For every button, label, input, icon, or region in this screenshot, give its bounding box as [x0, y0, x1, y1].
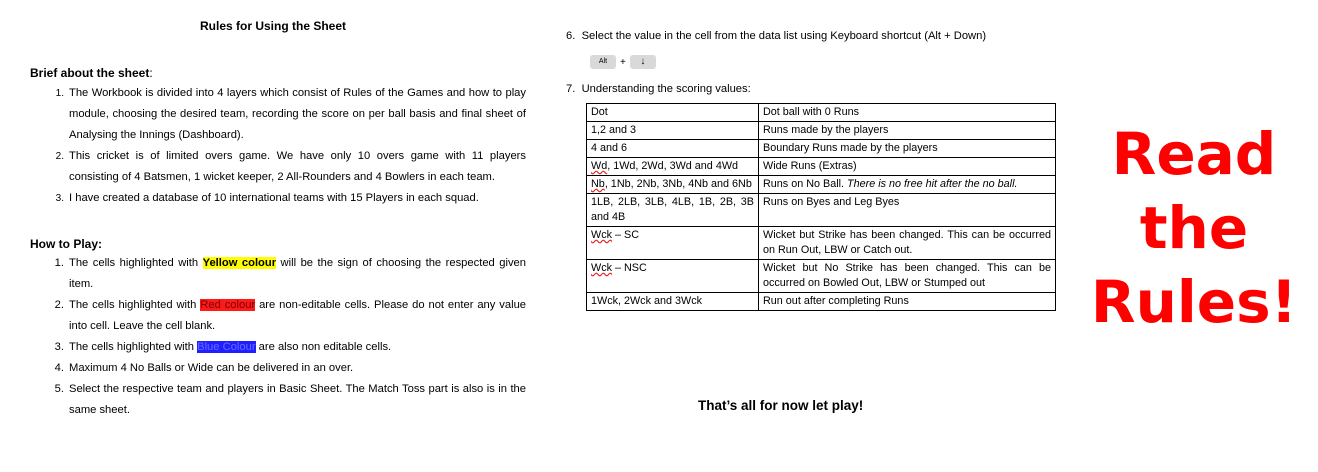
- how-to-item-text: The cells highlighted with Red colour are non-editable cells. Please do not enter any value into cell. Leave the cell blank.: [69, 299, 527, 332]
- table-row: [587, 122, 1056, 140]
- table-row: [587, 140, 1056, 158]
- brief-heading-text: Brief about the sheet: [30, 66, 150, 80]
- how-to-item-number: 2.: [54, 299, 64, 311]
- brief-item-number: 2.: [55, 151, 64, 162]
- how-to-item-text: Maximum 4 No Balls or Wide can be delivered in an over.: [69, 362, 354, 374]
- table-row: [587, 158, 1056, 176]
- how-to-item-text: The cells highlighted with Blue Colour are also non editable cells.: [69, 341, 392, 353]
- how-to-item-number: 1.: [54, 257, 64, 269]
- score-code: Nb, 1Nb, 2Nb, 3Nb, 4Nb and 6Nb: [587, 176, 759, 194]
- score-code: 4 and 6: [587, 140, 759, 158]
- step-6-text: Select the value in the cell from the data list using Keyboard shortcut (Alt + Down): [581, 30, 987, 42]
- closing-message: That’s all for now let play!: [698, 398, 864, 413]
- score-code: 1Wck, 2Wck and 3Wck: [587, 293, 759, 311]
- score-code: Wck – NSC: [587, 260, 759, 293]
- brief-item-number: 3.: [55, 193, 64, 204]
- step-6-number: 6.: [566, 30, 576, 42]
- banner-line-1: Read: [1111, 120, 1277, 188]
- score-description: Runs on Byes and Leg Byes: [759, 194, 1056, 227]
- brief-list: [48, 83, 526, 209]
- table-row: [587, 104, 1056, 122]
- brief-heading-colon: :: [149, 66, 153, 80]
- plus-sign: +: [620, 56, 626, 68]
- banner-line-3: Rules!: [1090, 268, 1298, 336]
- brief-item-text: The Workbook is divided into 4 layers which consist of Rules of the Games and how to play module, choosing the desired team, recording the score on per ball basis and final sheet of Analysing the Innings (Dashboard).: [69, 87, 526, 141]
- how-to-item: [48, 253, 526, 295]
- brief-item: [48, 83, 526, 146]
- score-code: 1LB, 2LB, 3LB, 4LB, 1B, 2B, 3B and 4B: [587, 194, 759, 227]
- how-to-item: [48, 379, 526, 421]
- how-to-item: [48, 295, 526, 337]
- table-row: [587, 176, 1056, 194]
- score-description: Run out after completing Runs: [759, 293, 1056, 311]
- how-to-play-list: [48, 253, 526, 421]
- score-description: Runs on No Ball. There is no free hit after the no ball.: [759, 176, 1056, 194]
- how-to-item-number: 5.: [54, 383, 64, 395]
- step-7-number: 7.: [566, 83, 576, 95]
- how-to-item: [48, 337, 526, 358]
- yellow-highlight: Yellow colour: [202, 257, 277, 269]
- how-to-item-number: 3.: [54, 341, 64, 353]
- table-row: [587, 293, 1056, 311]
- score-description: Wicket but Strike has been changed. This can be occurred on Run Out, LBW or Catch out.: [759, 227, 1056, 260]
- score-code: Wck – SC: [587, 227, 759, 260]
- score-code: 1,2 and 3: [587, 122, 759, 140]
- scoring-values-table: [586, 103, 1056, 311]
- score-code: Dot: [587, 104, 759, 122]
- brief-item: [48, 188, 526, 209]
- brief-item-number: 1.: [55, 88, 64, 99]
- score-code: Wd, 1Wd, 2Wd, 3Wd and 4Wd: [587, 158, 759, 176]
- score-description: Boundary Runs made by the players: [759, 140, 1056, 158]
- how-to-item-number: 4.: [54, 362, 64, 374]
- score-description: Wicket but No Strike has been changed. This can be occurred on Bowled Out, LBW or Stumped out: [759, 260, 1056, 293]
- table-row: [587, 260, 1056, 293]
- how-to-play-heading: How to Play:: [30, 237, 103, 251]
- table-row: [587, 227, 1056, 260]
- step-7: [566, 83, 751, 95]
- step-7-text: Understanding the scoring values:: [581, 83, 751, 95]
- document-title: Rules for Using the Sheet: [200, 19, 347, 33]
- down-arrow-key-icon: ↓: [630, 55, 656, 69]
- red-highlight: Red colour: [200, 299, 256, 311]
- step-6: [566, 30, 986, 42]
- banner-line-2: the: [1139, 194, 1249, 262]
- how-to-item-text: The cells highlighted with Yellow colour will be the sign of choosing the respected given item.: [69, 257, 526, 290]
- score-description: Runs made by the players: [759, 122, 1056, 140]
- how-to-item-text: Select the respective team and players in Basic Sheet. The Match Toss part is also is in the same sheet.: [69, 383, 526, 416]
- how-to-item: [48, 358, 526, 379]
- keyboard-shortcut: [590, 55, 656, 69]
- blue-highlight: Blue Colour: [197, 341, 256, 353]
- score-description: Wide Runs (Extras): [759, 158, 1056, 176]
- score-description: Dot ball with 0 Runs: [759, 104, 1056, 122]
- table-row: [587, 194, 1056, 227]
- brief-item-text: I have created a database of 10 international teams with 15 Players in each squad.: [69, 192, 479, 204]
- brief-item-text: This cricket is of limited overs game. We have only 10 overs game with 11 players consisting of 4 Batsmen, 1 wicket keeper, 2 All-Rounders and 4 Bowlers in each team.: [69, 150, 526, 183]
- brief-item: [48, 146, 526, 188]
- brief-heading: [30, 66, 153, 80]
- alt-key: Alt: [590, 55, 616, 69]
